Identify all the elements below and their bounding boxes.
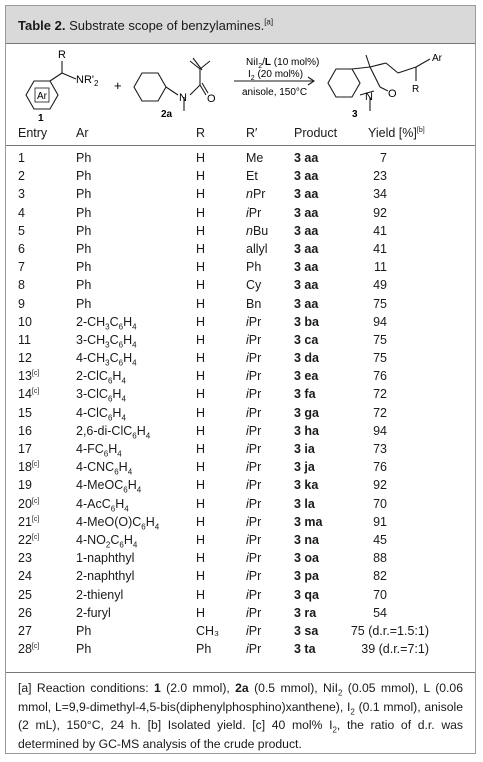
cell-yield: 94 [373,423,387,438]
cell-rprime: iPr [246,423,262,438]
cell-yield: 92 [373,478,387,493]
cell-ar: Ph [76,241,92,256]
cell-product: 3 la [294,496,315,511]
cell-entry: 3 [18,187,25,202]
cell-entry: 10 [18,314,32,329]
table-row [6,150,475,168]
cell-ar: $4-NO_2C_6H_4$ [76,532,138,550]
cell-entry: 11 [18,332,31,347]
cell-r: H [196,260,206,275]
cell-product: 3 fa [294,387,316,402]
cell-yield: 39 (d.r.=7:1) [361,642,429,657]
cell-r: H [196,532,206,547]
cell-product: 3 ea [294,369,319,384]
cell-r: H [196,387,206,402]
cell-r: H [196,351,206,366]
cell-rprime: Me [246,151,264,165]
cell-yield: 7 [380,151,387,165]
cell-entry: 8 [18,278,25,293]
table-title-footnote: [a] [264,17,274,27]
cell-product: 3 aa [294,241,319,256]
table-row [6,296,475,314]
cell-r: H [196,551,206,566]
table-row [6,587,475,605]
cell-rprime: iPr [246,623,262,638]
reactant2-number: 2a [161,109,173,120]
cell-product: 3 aa [294,296,319,311]
cell-ar: 2-naphthyl [76,569,135,584]
table-row [6,350,475,368]
cell-r: H [196,369,206,384]
cell-ar: Ph [76,151,92,165]
cell-product: 3 ja [294,460,315,475]
cell-product: 3 aa [294,278,319,293]
table-row [6,405,475,423]
table-row [6,259,475,277]
reactant1-number: 1 [38,113,44,121]
reaction-scheme-drawing [6,45,475,121]
reactant2-N-label: N [179,92,187,104]
cell-entry: 16 [18,423,32,438]
cell-entry: 27 [18,623,32,638]
cell-yield: 72 [373,387,387,402]
cell-rprime: iPr [246,587,262,602]
cell-rprime: iPr [246,387,262,402]
cell-r: H [196,442,206,456]
cell-rprime: iPr [246,405,262,420]
cell-r: H [196,314,206,329]
cell-entry: 7 [18,260,25,275]
header-yield [368,126,425,140]
cell-rprime: iPr [246,332,262,347]
cell-entry: 13[c] [18,369,40,384]
cell-product: 3 na [294,532,320,547]
cell-product: 3 ra [294,605,317,620]
cell-yield: 82 [373,569,387,584]
cell-r: H [196,169,206,184]
cell-entry: 14[c] [18,387,40,402]
table-row [6,314,475,332]
cell-entry: 15 [18,405,32,420]
cell-entry: 28[c] [18,642,40,657]
condition-line-1: NiI$_2$/L (10 mol%) [246,57,320,70]
cell-yield: 94 [373,314,387,329]
table-row [6,623,475,641]
cell-r: H [196,569,206,584]
cell-entry: 12 [18,351,32,366]
cell-yield: 41 [373,241,387,256]
header-entry: Entry [18,126,48,140]
cell-r: H [196,460,206,475]
reactant2-O-label: O [207,93,216,105]
table-row [6,441,475,459]
cell-r: Ph [196,642,212,657]
cell-product: 3 ca [294,332,319,347]
cell-r: H [196,296,206,311]
reactant1-R-label: R [58,49,66,61]
cell-rprime: iPr [246,532,262,547]
table-row [6,605,475,623]
cell-product: 3 aa [294,187,319,202]
cell-yield: 49 [373,278,387,293]
table-row [6,423,475,441]
cell-entry: 25 [18,587,32,602]
cell-r: H [196,405,206,420]
cell-product: 3 aa [294,169,319,184]
cell-r: H [196,478,206,493]
cell-rprime: iPr [246,605,262,620]
table-row [6,332,475,350]
product-benzo-ring [328,69,360,97]
cell-r: H [196,187,206,202]
header-ar: Ar [76,126,89,140]
cell-yield: 73 [373,442,387,456]
cell-ar: $3-CH_3C_6H_4$ [76,332,137,350]
cell-yield: 70 [373,496,387,511]
cell-entry: 20[c] [18,496,40,511]
cell-entry: 24 [18,569,32,584]
cell-ar: Ph [76,205,92,220]
cell-ar: 2-furyl [76,605,111,620]
cell-ar: $2,6-di-ClC_6H_4$ [76,423,151,441]
cell-product: 3 qa [294,587,320,602]
cell-product: 3 ia [294,442,315,456]
cell-yield: 54 [373,605,387,620]
cell-entry: 21[c] [18,514,40,529]
table-row [6,641,475,659]
table-row [6,241,475,259]
condition-line-3: anisole, 150°C [242,87,308,98]
cell-ar: $4-MeO(O)C_6H_4$ [76,514,160,532]
cell-entry: 1 [18,151,25,165]
cell-product: 3 ka [294,478,319,493]
cell-r: H [196,587,206,602]
cell-ar: $4-MeOC_6H_4$ [76,478,142,495]
table-title-text: Substrate scope of benzylamines. [69,18,265,33]
cell-rprime: iPr [246,642,262,657]
cell-entry: 22[c] [18,532,40,547]
cell-product: 3 aa [294,260,319,275]
product-N-label: N [365,91,373,103]
cell-yield: 75 [373,296,387,311]
cell-yield: 34 [373,187,387,202]
cell-ar: Ph [76,223,92,238]
cell-r: H [196,332,206,347]
cell-product: 3 ga [294,405,320,420]
column-headers [6,122,475,146]
cell-r: H [196,205,206,220]
cell-r: H [196,278,206,293]
cell-ar: Ph [76,260,92,275]
table-row [6,550,475,568]
cell-yield: 91 [373,514,387,529]
cell-rprime: iPr [246,205,262,220]
plus-sign: + [114,78,122,93]
cell-product: 3 sa [294,623,319,638]
cell-r: H [196,605,206,620]
cell-ar: Ph [76,642,92,657]
cell-rprime: iPr [246,460,262,475]
cell-product: 3 oa [294,551,320,566]
cell-ar: Ph [76,169,92,184]
table-row [6,477,475,495]
cell-yield: 41 [373,223,387,238]
cell-r: H [196,423,206,438]
cell-r: H [196,223,206,238]
cell-rprime: Et [246,169,258,184]
cell-entry: 2 [18,169,25,184]
reaction-scheme [6,45,475,121]
reactant2-phenyl-ring [134,73,166,101]
cell-yield: 23 [373,169,387,184]
table-footnotes: [a] Reaction conditions: 1 (2.0 mmol), 2a (0.5 mmol), NiI$_2$ (0.05 mmol), L (0.06 mmol, L=9,9-dimethyl-4,5-bis(diphenylphosphino)xanthene), $I_2$ (0.1 mmol), anisole (2 mL), 150°C, 24 h. [b] Isolated yield. [c] 40 mol% $I_2$, the ratio of d.r. was determined by GC-MS analysis of the crude product. [6,672,475,754]
table-row [6,223,475,241]
table-row [6,386,475,404]
cell-product: 3 aa [294,223,319,238]
cell-yield: 76 [373,460,387,475]
cell-entry: 9 [18,296,25,311]
cell-ar: $4-CH_3C_6H_4$ [76,351,137,368]
table-row [6,514,475,532]
cell-rprime: iPr [246,369,262,384]
cell-ar: $2-CH_3C_6H_4$ [76,314,137,332]
cell-r: H [196,241,206,256]
cell-entry: 5 [18,223,25,238]
cell-ar: $4-AcC_6H_4$ [76,496,129,514]
reactant1-amine-sub: 2 [94,79,99,88]
cell-rprime: Cy [246,278,262,293]
cell-entry: 19 [18,478,32,493]
cell-product: 3 ha [294,423,320,438]
cell-rprime: iPr [246,514,262,529]
table-row [6,532,475,550]
cell-ar: 1-naphthyl [76,551,135,566]
cell-ar: Ph [76,187,92,202]
product-Ar-label: Ar [432,53,442,64]
header-yield-footnote: [b] [416,126,425,134]
cell-product: 3 ba [294,314,320,329]
cell-r: H [196,514,206,529]
cell-rprime: allyl [246,241,268,256]
cell-rprime: iPr [246,551,262,566]
cell-product: 3 aa [294,151,319,165]
reactant1-amine-label: NR' [76,74,94,86]
table-row [6,568,475,586]
cell-rprime: nPr [246,187,266,202]
cell-yield: 88 [373,551,387,566]
cell-yield: 72 [373,405,387,420]
cell-product: 3 pa [294,569,320,584]
cell-yield: 75 [373,351,387,366]
table-row [6,459,475,477]
cell-yield: 11 [374,260,387,275]
cell-ar: $4-CNC_6H_4$ [76,460,133,477]
table-title-bar [6,6,475,44]
cell-entry: 4 [18,205,25,220]
cell-rprime: Ph [246,260,262,275]
table-row [6,277,475,295]
cell-rprime: iPr [246,351,262,366]
cell-ar: $3-ClC_6H_4$ [76,387,126,404]
cell-rprime: Bn [246,296,262,311]
cell-r: CH₃ [196,623,220,638]
header-product: Product [294,126,338,140]
cell-yield: 75 [373,332,387,347]
cell-product: 3 da [294,351,320,366]
cell-entry: 18[c] [18,460,40,475]
table-row [6,368,475,386]
svg-text:NR'2 [76,74,99,88]
cell-yield: 76 [373,369,387,384]
header-yield-text: Yield [%] [368,126,417,140]
table-title [18,18,273,33]
cell-ar: $2-ClC_6H_4$ [76,369,126,386]
product-number: 3 [352,109,358,120]
cell-ar: Ph [76,296,92,311]
table-row [6,186,475,204]
cell-product: 3 aa [294,205,319,220]
cell-ar: Ph [76,623,92,638]
table-row [6,205,475,223]
cell-r: H [196,151,206,165]
condition-line-2: $I_2$ (20 mol%) [248,69,304,82]
reactant1-ring-label: Ar [37,91,47,102]
cell-product: 3 ta [294,642,316,657]
cell-ar: $4-FC_6H_4$ [76,442,122,459]
cell-r: H [196,496,206,511]
cell-yield: 70 [373,587,387,602]
cell-product: 3 ma [294,514,323,529]
cell-entry: 17 [18,442,32,456]
table-label: Table 2. [18,18,66,33]
cell-yield: 75 (d.r.=1.5:1) [350,623,429,638]
cell-yield: 92 [373,205,387,220]
cell-ar: 2-thienyl [76,587,124,602]
header-r: R [196,126,206,140]
cell-rprime: nBu [246,223,269,238]
cell-rprime: iPr [246,478,262,493]
cell-entry: 26 [18,605,32,620]
cell-yield: 45 [373,532,387,547]
header-rprime: R′ [246,126,258,140]
product-O-label: O [388,88,397,100]
cell-rprime: iPr [246,569,262,584]
product-R-label: R [412,84,420,95]
table-row [6,168,475,186]
table-row [6,496,475,514]
cell-rprime: iPr [246,442,262,456]
cell-ar: Ph [76,278,92,293]
cell-entry: 23 [18,551,32,566]
table-body [6,150,475,659]
cell-ar: $4-ClC_6H_4$ [76,405,126,423]
cell-rprime: iPr [246,314,262,329]
cell-rprime: iPr [246,496,262,511]
cell-entry: 6 [18,241,25,256]
